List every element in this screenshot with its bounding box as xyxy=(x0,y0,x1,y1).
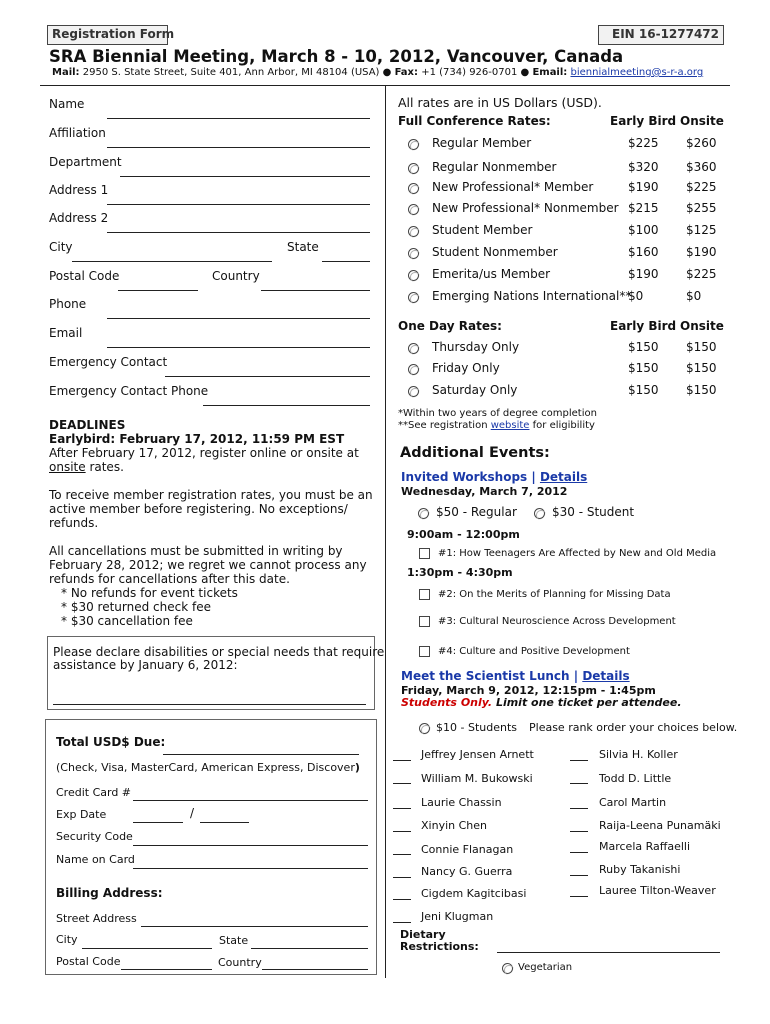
email-link[interactable]: biennialmeeting@s-r-a.org xyxy=(570,67,704,78)
member-note-3: refunds. xyxy=(49,516,99,530)
day-rate-early: $150 xyxy=(628,361,659,375)
exp-month-field[interactable] xyxy=(133,822,183,823)
emergency-phone-label: Emergency Contact Phone xyxy=(49,384,209,398)
rate-label: Regular Member xyxy=(432,136,532,150)
disabilities-text-1: Please declare disabilities or special needs that require xyxy=(53,645,385,659)
workshop-3-checkbox[interactable] xyxy=(419,616,430,627)
rate-radio[interactable] xyxy=(408,270,419,281)
billing-country-field[interactable] xyxy=(262,969,368,970)
country-label: Country xyxy=(212,269,260,283)
students-only-text: Students Only. xyxy=(401,696,493,709)
rate-label: New Professional* Nonmember xyxy=(432,201,619,215)
emergency-phone-field[interactable] xyxy=(203,405,370,406)
state-field[interactable] xyxy=(322,261,370,262)
rank-field[interactable] xyxy=(570,808,588,809)
lunch-heading xyxy=(401,669,630,683)
rate-radio[interactable] xyxy=(408,163,419,174)
rank-field[interactable] xyxy=(393,760,411,761)
cancel-bullet: * $30 returned check fee xyxy=(61,600,211,614)
footnote-emerging-nations xyxy=(398,420,595,431)
scientist-name: Jeni Klugman xyxy=(421,910,494,923)
name-label: Name xyxy=(49,97,85,111)
day-rate-early: $150 xyxy=(628,383,659,397)
rate-radio[interactable] xyxy=(408,248,419,259)
name-field[interactable] xyxy=(107,118,370,119)
contact-line xyxy=(52,67,703,78)
department-field[interactable] xyxy=(120,176,370,177)
disabilities-text-2: assistance by January 6, 2012: xyxy=(53,658,238,672)
rates-text: rates. xyxy=(85,460,124,474)
rate-early: $320 xyxy=(628,160,659,174)
cancel-note-1: All cancellations must be submitted in writing by xyxy=(49,544,343,558)
afternoon-slot: 1:30pm - 4:30pm xyxy=(407,566,513,579)
rate-early: $0 xyxy=(628,289,644,303)
card-types xyxy=(56,761,360,774)
workshop-4-checkbox[interactable] xyxy=(419,646,430,657)
day-rate-radio[interactable] xyxy=(408,343,419,354)
credit-card-label: Credit Card # xyxy=(56,786,132,799)
rate-label: Student Nonmember xyxy=(432,245,558,259)
rate-radio[interactable] xyxy=(408,292,419,303)
rate-label: Regular Nonmember xyxy=(432,160,557,174)
day-rate-label: Saturday Only xyxy=(432,383,518,397)
security-code-field[interactable] xyxy=(133,845,368,846)
registration-form-label: Registration Form xyxy=(52,27,175,41)
workshop-1-label: #1: How Teenagers Are Affected by New and Old Media xyxy=(438,548,717,559)
rank-field[interactable] xyxy=(393,831,411,832)
early-bird-column-header: Early Bird xyxy=(610,114,677,128)
dietary-label: Dietary xyxy=(400,928,446,941)
rank-field[interactable] xyxy=(570,831,588,832)
mail-label: Mail: xyxy=(52,67,80,78)
workshop-regular-radio[interactable] xyxy=(418,508,429,519)
workshops-heading-text: Invited Workshops | xyxy=(401,470,540,484)
scientist-name: Xinyin Chen xyxy=(421,819,487,832)
street-address-field[interactable] xyxy=(141,926,368,927)
vegetarian-radio[interactable] xyxy=(502,963,513,974)
workshop-regular-price: $50 - Regular xyxy=(436,505,517,519)
rate-early: $100 xyxy=(628,223,659,237)
exp-slash: / xyxy=(190,806,195,820)
postal-code-field[interactable] xyxy=(118,290,198,291)
rank-field[interactable] xyxy=(570,852,588,853)
billing-address-heading: Billing Address: xyxy=(56,886,163,900)
workshop-2-label: #2: On the Merits of Planning for Missing Data xyxy=(438,589,671,600)
full-rates-heading: Full Conference Rates: xyxy=(398,114,551,128)
affiliation-label: Affiliation xyxy=(49,126,106,140)
email-field[interactable] xyxy=(107,347,370,348)
address2-label: Address 2 xyxy=(49,211,109,225)
rate-label: Emerging Nations International** xyxy=(432,289,632,303)
footnote-text-end: for eligibility xyxy=(529,420,595,431)
rank-field[interactable] xyxy=(393,922,411,923)
ein-label: EIN 16-1277472 xyxy=(612,27,720,41)
rank-note: Please rank order your choices below. xyxy=(529,721,738,734)
affiliation-field[interactable] xyxy=(107,147,370,148)
additional-events-heading: Additional Events: xyxy=(400,445,550,461)
day-rate-label: Thursday Only xyxy=(432,340,520,354)
footnote-text: **See registration xyxy=(398,420,491,431)
total-due-label: Total USD$ Due: xyxy=(56,735,166,749)
rank-field[interactable] xyxy=(393,877,411,878)
cancel-bullet: * $30 cancellation fee xyxy=(61,614,193,628)
workshops-heading xyxy=(401,470,587,484)
lunch-radio[interactable] xyxy=(419,723,430,734)
rate-radio[interactable] xyxy=(408,183,419,194)
workshops-date: Wednesday, March 7, 2012 xyxy=(401,485,568,498)
department-label: Department xyxy=(49,155,122,169)
phone-field[interactable] xyxy=(107,318,370,319)
rank-field[interactable] xyxy=(393,899,411,900)
total-due-field[interactable] xyxy=(163,754,359,755)
lunch-heading-text: Meet the Scientist Lunch | xyxy=(401,669,583,683)
workshop-student-price: $30 - Student xyxy=(552,505,635,519)
rate-onsite: $225 xyxy=(686,267,717,281)
rate-early: $225 xyxy=(628,136,659,150)
deadlines-heading: DEADLINES xyxy=(49,418,126,432)
scientist-name: Laurie Chassin xyxy=(421,796,502,809)
scientist-name: Silvia H. Koller xyxy=(599,748,678,761)
emergency-contact-field[interactable] xyxy=(165,376,370,377)
rate-onsite: $125 xyxy=(686,223,717,237)
rank-field[interactable] xyxy=(393,808,411,809)
after-deadline-text: After February 17, 2012, register online or onsite at xyxy=(49,446,359,460)
payment-box xyxy=(45,719,377,975)
scientist-name: Jeffrey Jensen Arnett xyxy=(421,748,534,761)
member-note-2: active member before registering. No exceptions/ xyxy=(49,502,348,516)
scientist-name: Ruby Takanishi xyxy=(599,863,681,876)
name-on-card-label: Name on Card xyxy=(56,853,135,866)
day-rate-label: Friday Only xyxy=(432,361,500,375)
rate-onsite: $260 xyxy=(686,136,717,150)
security-code-label: Security Code xyxy=(56,830,133,843)
day-rate-onsite: $150 xyxy=(686,340,717,354)
rate-early: $190 xyxy=(628,267,659,281)
workshop-1-checkbox[interactable] xyxy=(419,548,430,559)
card-types-close: ) xyxy=(354,761,360,774)
scientist-name: Lauree Tilton-Weaver xyxy=(599,884,716,897)
email-label: Email: xyxy=(532,67,568,78)
onsite-link[interactable]: onsite xyxy=(49,460,86,474)
rate-onsite: $255 xyxy=(686,201,717,215)
cancel-note-2: February 28, 2012; we regret we cannot process any xyxy=(49,558,367,572)
street-address-label: Street Address xyxy=(56,912,137,925)
rank-field[interactable] xyxy=(570,783,588,784)
vegetarian-label: Vegetarian xyxy=(518,962,573,973)
earlybird-deadline: Earlybird: February 17, 2012, 11:59 PM EST xyxy=(49,432,345,446)
lunch-restrictions xyxy=(401,696,682,709)
workshop-3-label: #3: Cultural Neuroscience Across Development xyxy=(438,616,676,627)
billing-state-field[interactable] xyxy=(251,948,368,949)
after-deadline-text-2 xyxy=(49,460,124,474)
scientist-name: William M. Bukowski xyxy=(421,772,533,785)
card-types-text: (Check, Visa, MasterCard, American Express, Discover xyxy=(56,761,355,774)
cancel-note-3: refunds for cancellations after this date. xyxy=(49,572,290,586)
column-divider xyxy=(385,85,386,978)
rank-field[interactable] xyxy=(393,783,411,784)
rate-radio[interactable] xyxy=(408,204,419,215)
exp-date-label: Exp Date xyxy=(56,808,107,821)
rate-onsite: $190 xyxy=(686,245,717,259)
address2-field[interactable] xyxy=(107,232,370,233)
onsite-column-header: Onsite xyxy=(680,319,724,333)
day-rate-radio[interactable] xyxy=(408,386,419,397)
scientist-name: Connie Flanagan xyxy=(421,843,514,856)
rank-field[interactable] xyxy=(570,760,588,761)
billing-postal-field[interactable] xyxy=(121,969,212,970)
limit-text: Limit one ticket per attendee. xyxy=(492,696,682,709)
rank-field[interactable] xyxy=(570,875,588,876)
lunch-details-link[interactable]: Details xyxy=(582,669,630,683)
rate-label: Emerita/us Member xyxy=(432,267,551,281)
day-rate-onsite: $150 xyxy=(686,383,717,397)
rate-early: $160 xyxy=(628,245,659,259)
name-on-card-field[interactable] xyxy=(133,868,368,869)
website-link[interactable]: website xyxy=(490,420,530,431)
address1-field[interactable] xyxy=(107,204,370,205)
rate-label: Student Member xyxy=(432,223,533,237)
lunch-price: $10 - Students xyxy=(436,721,517,734)
early-bird-column-header: Early Bird xyxy=(610,319,677,333)
day-rate-onsite: $150 xyxy=(686,361,717,375)
page-title: SRA Biennial Meeting, March 8 - 10, 2012, Vancouver, Canada xyxy=(49,47,624,66)
scientist-name: Raija-Leena Punamäki xyxy=(599,819,721,832)
day-rate-early: $150 xyxy=(628,340,659,354)
workshop-student-radio[interactable] xyxy=(534,508,545,519)
rate-label: New Professional* Member xyxy=(432,180,594,194)
currency-note: All rates are in US Dollars (USD). xyxy=(398,95,602,110)
rate-early: $190 xyxy=(628,180,659,194)
postal-code-label: Postal Code xyxy=(49,269,120,283)
emergency-contact-label: Emergency Contact xyxy=(49,355,168,369)
cancel-bullet: * No refunds for event tickets xyxy=(61,586,238,600)
billing-city-field[interactable] xyxy=(82,948,212,949)
billing-country-label: Country xyxy=(218,956,262,969)
scientist-name: Nancy G. Guerra xyxy=(421,865,513,878)
country-field[interactable] xyxy=(261,290,370,291)
morning-slot: 9:00am - 12:00pm xyxy=(407,528,520,541)
billing-state-label: State xyxy=(219,934,249,947)
scientist-name: Marcela Raffaelli xyxy=(599,840,691,853)
rate-onsite: $225 xyxy=(686,180,717,194)
mail-address: 2950 S. State Street, Suite 401, Ann Arbor, MI 48104 (USA) ● xyxy=(82,67,392,78)
state-label: State xyxy=(287,240,319,254)
credit-card-field[interactable] xyxy=(133,800,368,801)
member-note-1: To receive member registration rates, you must be an xyxy=(49,488,373,502)
day-rate-radio[interactable] xyxy=(408,364,419,375)
footnote-new-professional: *Within two years of degree completion xyxy=(398,408,597,419)
scientist-name: Todd D. Little xyxy=(599,772,672,785)
rate-radio[interactable] xyxy=(408,226,419,237)
fax-label: Fax: xyxy=(394,67,419,78)
scientist-name: Carol Martin xyxy=(599,796,667,809)
workshop-2-checkbox[interactable] xyxy=(419,589,430,600)
lunch-date: Friday, March 9, 2012, 12:15pm - 1:45pm xyxy=(401,684,656,697)
rank-field[interactable] xyxy=(570,896,588,897)
rate-radio[interactable] xyxy=(408,139,419,150)
scientist-name: Cigdem Kagitcibasi xyxy=(421,887,527,900)
email-field-label: Email xyxy=(49,326,83,340)
city-field[interactable] xyxy=(72,261,272,262)
onsite-column-header: Onsite xyxy=(680,114,724,128)
disabilities-field[interactable] xyxy=(53,704,366,705)
one-day-heading: One Day Rates: xyxy=(398,319,502,333)
rate-onsite: $360 xyxy=(686,160,717,174)
billing-city-label: City xyxy=(56,933,78,946)
address1-label: Address 1 xyxy=(49,183,109,197)
phone-label: Phone xyxy=(49,297,87,311)
rate-onsite: $0 xyxy=(686,289,702,303)
rank-field[interactable] xyxy=(393,854,411,855)
dietary-field[interactable] xyxy=(497,952,720,953)
city-label: City xyxy=(49,240,73,254)
workshop-4-label: #4: Culture and Positive Development xyxy=(438,646,630,657)
rate-early: $215 xyxy=(628,201,659,215)
dietary-label-2: Restrictions: xyxy=(400,940,479,953)
exp-year-field[interactable] xyxy=(200,822,249,823)
fax-number: +1 (734) 926-0701 ● xyxy=(421,67,530,78)
workshops-details-link[interactable]: Details xyxy=(539,470,588,484)
billing-postal-label: Postal Code xyxy=(56,955,121,968)
